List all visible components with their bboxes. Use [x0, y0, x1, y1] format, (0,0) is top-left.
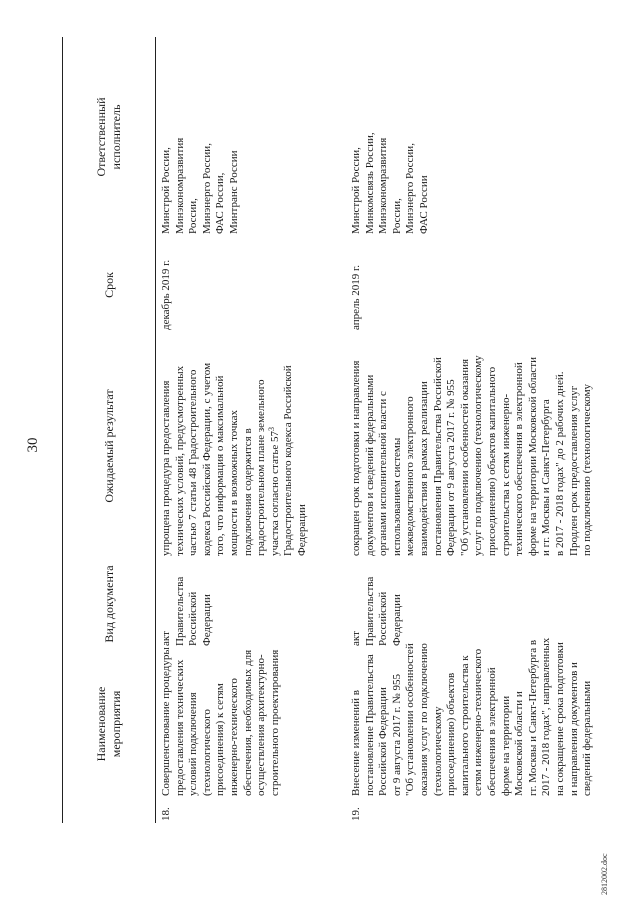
text-line: 2017 - 2018 годах", направленных [540, 637, 553, 796]
text-line: присоединению) объектов капитального [485, 366, 498, 556]
text-line: присоединению) объектов [445, 672, 458, 796]
text-line: частью 7 статьи 48 Градостроительного [187, 369, 200, 556]
text-line: кодекса Российской Федерации, с учетом [200, 362, 213, 556]
text-line: Градостроительного кодекса Российской [282, 365, 295, 556]
text-line: Минкомсвязь России, [363, 132, 376, 234]
text-line: сокращен срок подготовки и направления [350, 360, 362, 556]
responsible-cell [156, 37, 347, 237]
text-line: упрощена процедура предоставления [160, 380, 172, 556]
text-line: России, [390, 198, 403, 234]
document-type-cell [156, 559, 347, 649]
table-row [156, 37, 347, 823]
header-expected-result: Ожидаемый результат [63, 333, 156, 559]
text-line: обеспечения в электронной [485, 667, 498, 796]
table-row [346, 37, 595, 823]
expected-result-cell [156, 333, 347, 559]
document-type-cell [346, 559, 595, 649]
text-line: Московской области и [513, 691, 526, 796]
text-line: сетям инженерно-технического [472, 648, 485, 796]
text-line: (технологического [200, 709, 213, 796]
text-line: Минтранс России [227, 150, 240, 234]
text-line: Федерации [295, 504, 308, 556]
text-line: использованием системы [390, 437, 403, 556]
text-line: строительства к сетям инженерно- [499, 393, 512, 556]
text-line: ФАС России [417, 175, 430, 234]
text-line: Минстрой России, [350, 147, 362, 234]
page-number: 30 [25, 437, 41, 453]
text-line: предоставления технических [173, 659, 186, 796]
text-line: присоединения) к сетям [214, 683, 227, 796]
text-line: от 9 августа 2017 г. № 955 [390, 674, 403, 796]
text-line: гг. Москвы и Санкт-Петербурга в [526, 639, 539, 796]
deadline-cell: апрель 2019 г. [350, 264, 362, 330]
text-line: сведений федеральными [581, 680, 594, 796]
text-line: Минэкономразвития [173, 137, 186, 234]
measure-name-cell [156, 649, 347, 799]
text-line: того, что информация о максимальной [214, 375, 227, 556]
header-number [63, 799, 156, 823]
text-line-with-reference [266, 336, 283, 556]
text-line: и гг. Москвы и Санкт-Петербурга [540, 399, 553, 556]
text-line: Минэнерго России, [200, 143, 213, 234]
text-line: мощности в возможных точках [227, 410, 240, 556]
text-line: акт [350, 631, 362, 646]
text-line: форме на территории [499, 695, 512, 796]
header-deadline: Срок [63, 237, 156, 333]
text-line: и направления документов и [567, 662, 580, 796]
text-line: Российской [377, 591, 390, 646]
text-line: Минэкономразвития [377, 137, 390, 234]
text-line: обеспечения, необходимых для [241, 649, 254, 796]
text-line: Российской Федерации [377, 687, 390, 796]
text-line: органами исполнительной власти с [377, 391, 390, 556]
measures-table [62, 37, 595, 823]
text-line: России, [187, 198, 200, 234]
text-line: Федерации [200, 594, 213, 646]
text-line: технических условий, предусмотренных [173, 365, 186, 556]
text-line: осуществления архитектурно- [255, 654, 268, 796]
text-line: Минстрой России, [160, 147, 172, 234]
footer-doc-filename: 2812002.doc [600, 853, 609, 895]
header-document-type: Вид документа [63, 559, 156, 649]
text-line: градостроительном плане земельного [255, 379, 268, 556]
text-line: Правительства [363, 576, 376, 646]
text-line: Внесение изменений в [350, 690, 362, 796]
header-responsible-line-1: Ответственный [94, 97, 108, 177]
text-line: подключения содержится в [241, 428, 254, 556]
row-number: 19. [350, 807, 362, 821]
header-responsible [63, 37, 156, 237]
text-line: "Об установлении особенностей [404, 643, 417, 796]
text-line: взаимодействия в рамках реализации [417, 381, 430, 556]
reference-text: участка согласно статье 57 [268, 430, 281, 556]
text-line: Правительства [173, 576, 186, 646]
table-header-row [63, 37, 156, 823]
text-line: постановление Правительства [363, 654, 376, 796]
text-line: форме на территории Московской области [526, 357, 539, 556]
text-line: Совершенствование процедуры [160, 647, 172, 796]
text-line: Российской [187, 591, 200, 646]
responsible-cell [346, 37, 595, 237]
text-line: на сокращение срока подготовки [553, 642, 566, 796]
text-line: "Об установлении особенностей оказания [458, 358, 471, 556]
text-line: межведомственного электронного [404, 396, 417, 556]
text-line: инженерно-технического [227, 678, 240, 796]
header-measure-name: Наименование мероприятия [63, 649, 156, 799]
text-line: в 2017 - 2018 годах" до 2 рабочих дней. [553, 371, 566, 556]
text-line: услуг по подключению (технологическому [472, 355, 485, 556]
text-line: условий подключения [187, 692, 200, 796]
text-line: документов и сведений федеральными [363, 374, 376, 556]
text-line: постановления Правительства Российской [431, 357, 444, 556]
row-number: 18. [160, 807, 172, 821]
expected-result-cell [346, 333, 595, 559]
text-line: капитального строительства к [458, 655, 471, 796]
rotated-sheet [22, 0, 640, 905]
reference-superscript: 3 [266, 426, 276, 431]
text-line: акт [160, 631, 172, 646]
text-line: оказания услуг по подключению [417, 643, 430, 796]
text-line: строительного проектирования [268, 649, 281, 796]
text-line: Федерации [390, 594, 403, 646]
text-line: Продлен срок предоставления услуг [567, 385, 580, 556]
text-line: по подключению (технологическому [581, 383, 594, 556]
text-line: (технологическому [431, 706, 444, 796]
deadline-cell: декабрь 2019 г. [160, 259, 172, 330]
text-line: Минэнерго России, [404, 143, 417, 234]
text-line: технического обеспечения в электронной [513, 362, 526, 556]
text-line: ФАС России, [214, 172, 227, 234]
header-responsible-line-2: исполнитель [109, 104, 123, 170]
text-line: Федерации от 9 августа 2017 г. № 955 [445, 379, 458, 556]
